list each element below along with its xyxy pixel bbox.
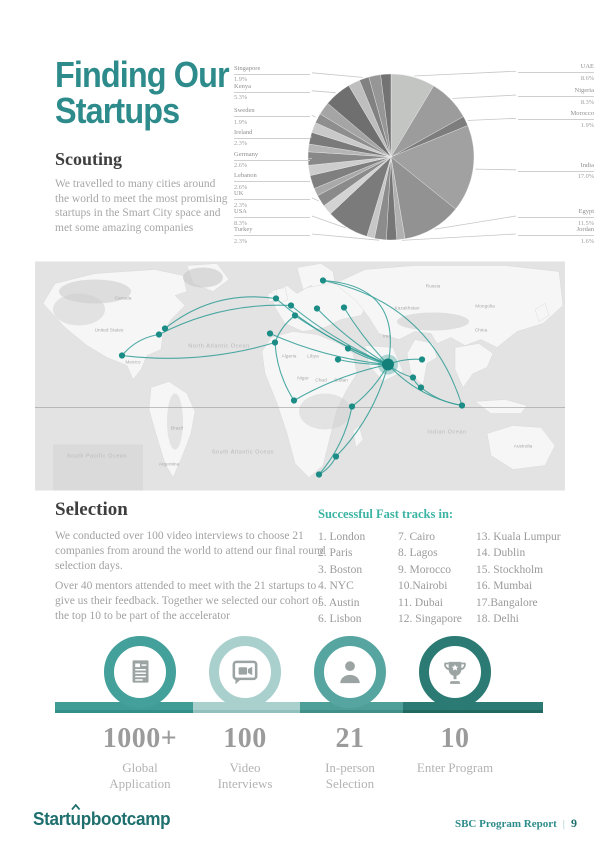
map-city-node [345,345,351,351]
map-city-node [320,277,326,283]
map-city-node [410,374,416,380]
pie-label-country: Jordan [518,226,594,236]
map-place-label: United States [94,328,124,334]
map-place-label: Kazakhstan [394,306,420,312]
stat-label-line: Video [229,760,261,775]
pie-label-germany [234,151,310,171]
pie-label-uae [518,63,594,83]
pie-label-percent: 8.3% [580,98,594,106]
pie-label-turkey [234,226,310,246]
pie-label-country: India [518,162,594,172]
document-ring [104,636,176,708]
selection-paragraph-1: We conducted over 100 video interviews to choose 21 companies from around the world to attend our final round selection days. [55,530,326,572]
map-place-label: South Pacific Ocean [66,453,128,460]
pie-label-country: Kenya [234,83,310,93]
pie-label-percent: 5.3% [234,94,248,102]
pie-label-percent: 8.3% [234,219,248,227]
fast-track-city: 9. Morocco [398,563,452,576]
map-inset-patch [53,445,143,491]
pie-label-country: Turkey [234,226,310,236]
pie-leader-dot [400,239,402,241]
pie-label-india [518,162,594,182]
map-city-node [288,302,294,308]
fast-track-city: 13. Kuala Lumpur [476,531,561,543]
fast-track-city: 3. Boston [318,563,363,576]
video-chat-icon [228,655,262,689]
world-map-svg [35,261,565,491]
pie-leader-dot [379,239,381,241]
fast-tracks-section [318,507,570,627]
person-icon [333,655,367,689]
stat-label-line: In-person [325,760,375,775]
selection-heading: Selection [55,499,128,520]
pie-label-percent: 2.3% [234,201,248,209]
map-place-label: Australia [513,444,533,450]
map-place-label: North Atlantic Ocean [188,343,250,350]
report-name-label: SBC Program Report [454,818,557,830]
fast-track-city: 8. Lagos [398,547,438,560]
pie-label-ireland [234,129,310,149]
pie-leader-dot [432,228,434,230]
map-place-label: Brazil [171,426,183,432]
pie-label-country: Singapore [234,65,310,75]
fast-track-city: 5. Austin [318,596,360,609]
country-pie-chart [234,62,596,258]
pie-leader-dot [346,227,348,229]
stat-label-line: Interviews [217,776,273,791]
pie-label-country: UK [234,190,310,200]
pie-label-nigeria [518,87,594,107]
fast-track-city: 15. Stockholm [476,563,544,576]
pie-label-percent: 2.6% [234,162,248,170]
pie-leader-dot [316,117,318,119]
pie-label-jordan [518,226,594,246]
logo-text-prefix: Start [33,809,71,829]
pie-label-sweden [234,107,310,127]
pie-label-percent: 17.0% [577,173,594,181]
pie-label-usa [234,208,310,228]
startupbootcamp-logo [33,809,170,830]
pie-label-lebanon [234,172,310,192]
footer-page-info [455,816,577,831]
pie-label-country: Egypt [518,208,594,218]
map-city-node [419,356,425,362]
pie-label-singapore [234,65,310,85]
pie-label-percent: 2.6% [234,183,248,191]
pie-leader-line [474,169,516,170]
map-city-node [273,295,279,301]
pie-label-morocco [518,110,594,130]
pie-label-country: UAE [518,63,594,73]
scouting-body: We travelled to many cities around the world to meet the most promising startups in the Smart City space and met some amazing companies [55,178,228,234]
pie-label-percent: 2.3% [234,237,248,245]
map-city-node [333,453,339,459]
map-place-label: Chad [315,378,327,384]
stat-value: 100 [223,723,267,754]
map-city-node [349,403,355,409]
map-place-label: Mexico [125,360,141,366]
fast-track-city: 18. Delhi [476,613,519,626]
pie-leader-line [451,95,516,98]
map-place-label: Libya [307,354,319,360]
map-terrain-shade [299,394,351,430]
map-city-node [316,471,322,477]
fast-tracks-columns [318,529,570,627]
map-place-label: South Atlantic Ocean [211,449,275,456]
fast-track-city: 7. Cairo [398,531,436,543]
map-city-node [341,304,347,310]
stat-label-line: Global [122,760,158,775]
pie-label-percent: 11.5% [577,219,594,227]
pie-leader-line [413,71,516,76]
fast-track-city: 10.Nairobi [398,580,448,593]
pie-label-percent: 1.9% [234,118,248,126]
map-city-node [119,352,125,358]
document-icon [123,655,157,689]
map-place-label: Canada [114,296,132,302]
fast-tracks-column-1 [318,529,398,627]
stat-value: 10 [440,723,470,754]
map-place-label: Niger [297,376,309,382]
fast-track-city: 16. Mumbai [476,580,533,593]
map-place-label: Algeria [281,354,297,360]
pie-label-country: Lebanon [234,172,310,182]
page-title-line1: Finding Our [55,54,229,95]
pie-leader-dot [450,97,452,99]
pie-label-country: Morocco [518,110,594,120]
map-place-label: Iran [382,334,392,340]
pie-leader-line [467,118,516,120]
selection-paragraph-2: Over 40 mentors attended to meet with the 21 startups to give us their feedback. Together we selected our cohort of the top 10 to be part of the accelerator [55,580,322,622]
video-chat-ring [209,636,281,708]
map-place-label: Argentina [158,462,180,468]
fast-track-city: 12. Singapore [398,613,462,626]
pie-leader-dot [466,119,468,121]
map-place-label: China [474,328,488,334]
scouting-heading: Scouting [55,149,123,169]
pie-leader-line [312,91,337,93]
map-city-node [314,305,320,311]
map-city-node [418,384,424,390]
pie-label-country: Germany [234,151,310,161]
pie-leader-dot [310,181,312,183]
map-city-node [292,312,298,318]
pie-leader-dot [363,76,365,78]
map-terrain-shade [167,394,183,450]
rocket-hat-icon [71,804,81,810]
page-title [55,54,229,131]
logo-text-suffix: pbootcamp [80,809,171,829]
pie-label-country: USA [234,208,310,218]
map-place-label: Sudan [334,378,348,384]
fast-tracks-column-2 [398,529,476,627]
pie-leader-line [312,198,320,201]
pie-label-percent: 2.3% [234,140,248,148]
map-hub-node [382,359,394,371]
trophy-ring [419,636,491,708]
fast-track-city: 4. NYC [318,580,354,593]
map-city-node [162,325,168,331]
pie-label-egypt [518,208,594,228]
fast-track-city: 6. Lisbon [318,613,362,626]
stat-label-line: Selection [325,776,375,791]
map-city-node [291,397,297,403]
pie-label-percent: 1.6% [580,237,594,245]
map-city-node [267,330,273,336]
stat-value: 21 [335,723,365,754]
stat-label-line: Application [109,776,171,791]
pie-label-country: Sweden [234,107,310,117]
footer-separator: | [562,818,565,830]
map-terrain-shade [183,268,223,288]
fast-tracks-column-3 [476,529,570,627]
map-city-node [459,402,465,408]
map-place-label: Mongolia [475,304,495,310]
map-city-node [335,356,341,362]
map-terrain-shade [397,313,469,331]
stat-value: 1000+ [102,723,178,754]
person-ring [314,636,386,708]
map-place-label: Indian Ocean [427,429,467,436]
map-city-node [156,331,162,337]
fast-track-city: 1. London [318,531,366,543]
stat-label-line: Enter Program [416,760,494,775]
pie-label-country: Ireland [234,129,310,139]
pie-label-country: Nigeria [518,87,594,97]
pie-leader-dot [412,75,414,77]
fast-track-city: 14. Dublin [476,547,526,560]
map-city-node [272,339,278,345]
trophy-icon [438,655,472,689]
pie-label-percent: 1.9% [234,76,248,84]
fast-track-city: 17.Bangalore [476,596,538,609]
page-title-line2: Startups [55,90,180,131]
pie-leader-dot [319,200,321,202]
logo-u-with-rocket: u [71,809,81,830]
pie-label-kenya [234,83,310,103]
pie-leader-line [312,73,364,78]
fast-track-city: 2. Paris [318,547,353,560]
pie-leader-dot [336,92,338,94]
world-map [35,261,565,491]
stat-label [390,760,520,776]
progress-band-segment-4 [403,702,543,713]
fast-track-city: 11. Dubai [398,596,443,609]
fast-tracks-heading: Successful Fast tracks in: [318,507,454,521]
map-place-label: Russia [425,284,441,290]
pie-label-uk [234,190,310,210]
pie-leader-dot [473,168,475,170]
pie-label-percent: 1.9% [580,121,594,129]
pie-label-percent: 8.6% [580,74,594,82]
page-number: 9 [571,816,577,830]
